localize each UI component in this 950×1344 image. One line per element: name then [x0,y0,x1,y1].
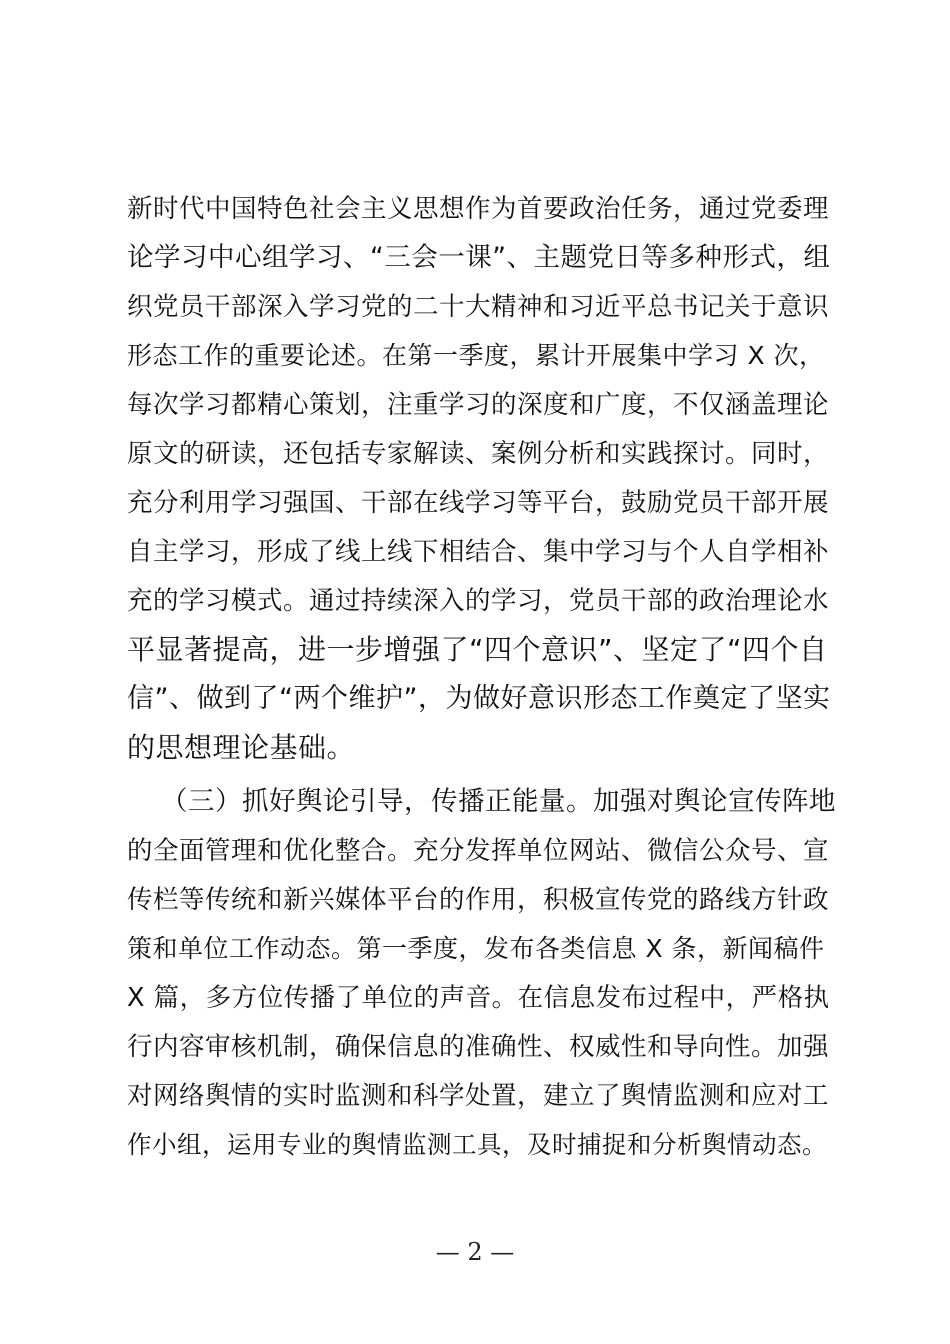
body-text-line: 行内容审核机制，确保信息的准确性、权威性和导向性。加强 [127,1032,830,1062]
body-text-line: 织党员干部深入学习党的二十大精神和习近平总书记关于意识 [127,292,830,322]
body-text-line: 作小组，运用专业的舆情监测工具，及时捕捉和分析舆情动态。 [127,1130,827,1159]
body-text-line: 平显著提高，进一步增强了“四个意识”、坚定了“四个自 [127,633,828,666]
page-number: — 2 — [435,1238,515,1266]
body-text-line: 形态工作的重要论述。在第一季度，累计开展集中学习 X 次， [127,341,825,370]
body-text-line: 对网络舆情的实时监测和科学处置，建立了舆情监测和应对工 [127,1081,830,1111]
body-text-line: X 篇，多方位传播了单位的声音。在信息发布过程中，严格执 [127,983,830,1013]
body-text-line: 论学习中心组学习、“三会一课”、主题党日等多种形式，组 [127,242,831,273]
section-heading-line: （三）抓好舆论引导，传播正能量。加强对舆论宣传阵地 [161,786,836,817]
body-text-line: 信”、做到了“两个维护”，为做好意识形态工作奠定了坚实 [127,683,831,714]
body-text-line: 策和单位工作动态。第一季度，发布各类信息 X 条，新闻稿件 [127,934,825,963]
body-text-line: 新时代中国特色社会主义思想作为首要政治任务，通过党委理 [127,194,830,224]
body-text-line: 充分利用学习强国、干部在线学习等平台，鼓励党员干部开展 [127,488,830,518]
body-text-line: 充的学习模式。通过持续深入的学习，党员干部的政治理论水 [127,586,830,616]
body-text-line: 的思想理论基础。 [127,731,356,764]
body-text-line: 自主学习，形成了线上线下相结合、集中学习与个人自学相补 [127,537,830,567]
body-text-line: 的全面管理和优化整合。充分发挥单位网站、微信公众号、宣 [127,836,830,866]
body-text-line: 每次学习都精心策划，注重学习的深度和广度，不仅涵盖理论 [127,390,830,420]
body-text-line: 原文的研读，还包括专家解读、案例分析和实践探讨。同时， [127,439,830,469]
body-text-line: 传栏等传统和新兴媒体平台的作用，积极宣传党的路线方针政 [127,885,830,915]
